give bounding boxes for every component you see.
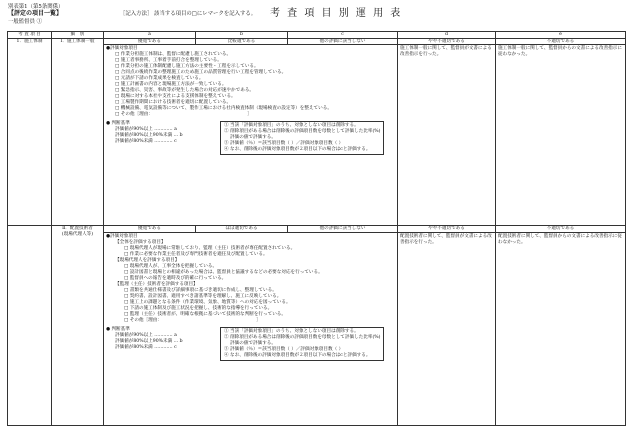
section1-items [106, 52, 395, 118]
section2-judgement [106, 327, 395, 361]
judgement-line: 評価値が80%以上90%未満 … b [115, 133, 183, 139]
judgement-title: ● 判断基準 [106, 121, 130, 127]
list-item[interactable]: □ その他［理由： ］ [115, 112, 252, 118]
list-item[interactable]: □ 施工計画書の内容と現場施工方法が一致している。 [115, 82, 227, 88]
judgement-line: 評価値が80%以上90%未満 … b [115, 338, 183, 344]
section2-judgement-criteria [106, 327, 198, 351]
header-level-e: e [496, 32, 626, 39]
note-line: ② 削除項目がある場合は削除後の評価項目数を母数として評価した比率(%) [224, 334, 381, 340]
note-line: ③ 評価値（％）＝該当項目数（ ）／評価対象項目数（ ） [224, 141, 344, 147]
section1-judgement-criteria [106, 121, 198, 145]
note-line: ① 当該「評価対象項目」のうち、対象としない項目は削除する。 [224, 123, 359, 129]
table-header-row [8, 32, 626, 39]
section2-level-d: やや不適切である [398, 226, 496, 233]
note-line: 評価の値で評価する。 [224, 135, 276, 141]
judgement-line: 評価値が80%未満 ………… c [115, 344, 177, 350]
section1-level-d: やや不適切である [398, 38, 496, 45]
section2-category [8, 226, 52, 426]
list-item[interactable]: □ 現場代理人が現場に常駐しており、監理（主任）技術者が専任配置されている。 [124, 245, 296, 251]
section1-level-b: 比較適である [196, 38, 288, 45]
list-heading: 【監理（主任）技術者を評価する項目】 [115, 281, 198, 287]
header-level-c: c [288, 32, 398, 39]
note-line: ① 当該「評価対象項目」のうち、対象としない項目は削除する。 [224, 328, 359, 334]
list-item[interactable]: □ 作業に必要な作業主任者及び専門技術者を適任及び配置している。 [124, 251, 268, 257]
section1-criteria [104, 45, 398, 226]
evaluation-table [7, 31, 626, 426]
section2-e-description: 配置技術者に関して、監督員からの文書による改善指示に従わなかった。 [496, 232, 626, 425]
list-item[interactable]: □ 監理（主任）技術者が、明確な根拠に基づいて技術的な判断を行っている。 [124, 311, 286, 317]
list-item[interactable]: □ 元請が下請の作業成果を検査している。 [115, 76, 204, 82]
list-item[interactable]: □ 工場製作期間における技術者を適切に配置している。 [115, 100, 232, 106]
section2-level-c: 他の評価に該当しない [288, 226, 398, 233]
section1-level-a: 優寛である [104, 38, 196, 45]
section2-level-row [8, 226, 626, 233]
judgement-line: 評価値が90%以上 ………… a [115, 127, 177, 133]
note-line: 評価の値で評価する。 [224, 340, 276, 346]
note-line: ② 削除項目がある場合は削除後の評価項目数を母数として評価した比率(%) [224, 129, 381, 135]
list-item[interactable]: □ その他［理由： ］ [124, 317, 261, 323]
list-item[interactable]: □ 作業分担施工体制は、監督に配慮し施工されている。 [115, 52, 232, 58]
form-number: 別表第1（第5条関係） [8, 4, 64, 10]
document-title: 考 査 項 目 別 運 用 表 [270, 8, 403, 19]
note-line: ③ 評価値（％）＝該当項目数（ ）／評価対象項目数（ ） [224, 346, 344, 352]
section2-level-b: ほぼ適切である [196, 226, 288, 233]
section1-subcategory: Ⅰ．施工体制一般 [52, 38, 104, 226]
section2-level-e: 不適切である [496, 226, 626, 233]
list-item[interactable]: □ 合同点の後続作業の整理施工のため施工の品質管理を行い工程を管理している。 [115, 70, 287, 76]
list-item[interactable]: □ 監督員への報告を適時及び的確に行っている。 [124, 275, 227, 281]
header-subitem: 細 別 [52, 32, 104, 39]
section2-notes-box [220, 327, 384, 361]
list-item[interactable]: □ 現場に対する本社や支社による支援体制を整えている。 [115, 94, 236, 100]
section2-d-description: 配置技術者に関して、監督員が文書による改善指示を行った。 [398, 232, 496, 425]
list-item[interactable]: □ 施工者事務所、工事着手前打合を整理している。 [115, 58, 222, 64]
header-level-b: b [196, 32, 288, 39]
section1-level-e: 不適切である [496, 38, 626, 45]
section2-subcategory: Ⅱ．配置技術者 [62, 226, 93, 232]
note-line: ④ なお、削除後の評価対象項目数が２項目以下の場合はcと評価する。 [224, 147, 371, 153]
section1-category: 1．施工体制 [8, 38, 52, 226]
list-heading: 【全体を評価する項目】 [115, 239, 166, 245]
section2-subcategory-note: (現場代理人等) [61, 231, 94, 237]
section1-items-title: ●評価対象項目 [106, 46, 138, 52]
header-item: 考 査 項 目 [8, 32, 52, 39]
list-item[interactable]: □ 下請の施工体制及び施工状況を把握し、技術的な指導を行っている。 [124, 305, 273, 311]
list-item[interactable]: □ 現場代理人が、工事全体を把握している。 [124, 263, 218, 269]
header-level-a: a [104, 32, 196, 39]
judgement-title: ● 判断基準 [106, 326, 130, 332]
list-item[interactable]: □ 作業分担の施工体制配慮し施工方法の主要性・工程を示している。 [115, 64, 259, 70]
list-heading: 【現場代理人を評価する項目】 [115, 257, 180, 263]
note-line: ④ なお、削除後の評価対象項目数が２項目以下の場合はcと評価する。 [224, 352, 371, 358]
section1-level-row [8, 38, 626, 45]
section2-items [106, 240, 395, 324]
judgement-line: 評価値が90%以上 ………… a [115, 332, 177, 338]
list-item[interactable]: □ 機械設備、電気設備等について、製作工場における社内検査体制（現場検査の設定等）を整えている。 [115, 106, 332, 112]
section1-e-description: 施工体制一般に関して、監督員からの文書による改善指示に従わなかった。 [496, 45, 626, 226]
section-title: 【評定の項目一覧】 [8, 10, 63, 17]
list-item[interactable]: □ 書類を共通仕様書及び詳細事項に基づき適切に作成し、整理している。 [124, 287, 277, 293]
section1-notes-box [220, 121, 384, 155]
section1-d-description: 施工体制一般に関して、監督員が文書による改善指示を行った。 [398, 45, 496, 226]
officer-label: 一般監督員 ① [8, 19, 43, 25]
list-item[interactable]: □ 緊急指示、災害、事故等が発生した場合の対応が速やかである。 [115, 88, 255, 94]
list-item[interactable]: □ 設計図書と現場との相違があった場合は、監督員と協議するなどの必要な対応を行っている。 [124, 269, 323, 275]
list-item[interactable]: □ 施工上の課題となる条件（作業環境、気象、地質等）への対応を図っている。 [124, 299, 291, 305]
judgement-line: 評価値が80%未満 ………… c [115, 139, 177, 145]
section2-items-title: ●評価対象項目 [106, 233, 138, 239]
section2-criteria [104, 232, 398, 425]
list-item[interactable]: □ 契約書、設計図書、適用すべき諸基準等を理解し、施工に反映している。 [124, 293, 282, 299]
section1-level-c: 他の評価に該当しない [288, 38, 398, 45]
section2-level-a: 優寛である [104, 226, 196, 233]
header-level-d: d [398, 32, 496, 39]
section1-judgement [106, 121, 395, 155]
section2-subcategory-cell [52, 226, 104, 426]
entry-instructions: ［記入方法］ 該当する項目の□にレマークを記入する。 [120, 11, 257, 17]
